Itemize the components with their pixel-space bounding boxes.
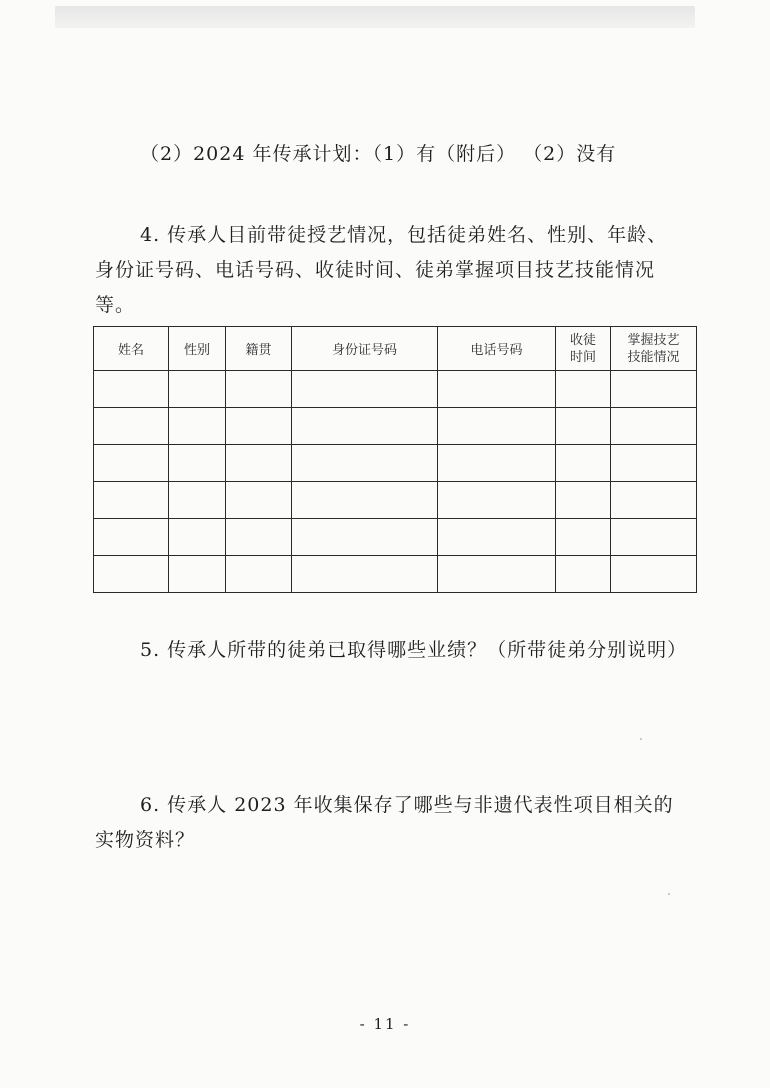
table-cell: [226, 371, 292, 408]
question-4-line-3: 等。: [95, 294, 136, 316]
header-admission-time: 收徒 时间: [556, 327, 611, 371]
table-cell: [226, 445, 292, 482]
table-cell: [226, 519, 292, 556]
table-cell: [611, 445, 697, 482]
table-cell: [292, 408, 438, 445]
table-cell: [438, 482, 556, 519]
table-cell: [611, 482, 697, 519]
table-cell: [292, 556, 438, 593]
question-4-line-2: 身份证号码、电话号码、收徒时间、徒弟掌握项目技艺技能情况: [95, 259, 656, 281]
table-cell: [556, 556, 611, 593]
table-cell: [94, 408, 169, 445]
table-cell: [292, 445, 438, 482]
table-cell: [169, 408, 226, 445]
table-header-row: [94, 327, 697, 371]
table-cell: [611, 371, 697, 408]
table-cell: [169, 519, 226, 556]
table-cell: [438, 519, 556, 556]
table-cell: [94, 482, 169, 519]
table-cell: [611, 556, 697, 593]
table-cell: [169, 556, 226, 593]
page-number: - 11 -: [359, 1015, 411, 1033]
scan-header-strip: [55, 6, 695, 28]
question-4-line-1: 4. 传承人目前带徒授艺情况，包括徒弟姓名、性别、年龄、: [140, 224, 668, 246]
table-cell: [292, 371, 438, 408]
table-cell: [438, 445, 556, 482]
table-cell: [611, 408, 697, 445]
question-4-apprentices: [95, 218, 700, 323]
question-2-plan: （2）2024 年传承计划：（1）有（附后） （2）没有: [140, 143, 617, 165]
header-phone: 电话号码: [438, 327, 556, 371]
table-cell: [292, 482, 438, 519]
table-cell: [94, 556, 169, 593]
table-cell: [438, 371, 556, 408]
apprentice-table: [93, 326, 697, 593]
table-cell: [438, 408, 556, 445]
table-cell: [556, 445, 611, 482]
scan-speck: [668, 893, 670, 895]
table-row: [94, 445, 697, 482]
table-cell: [226, 408, 292, 445]
header-id-number: 身份证号码: [292, 327, 438, 371]
table-cell: [94, 445, 169, 482]
question-6-line-1: 6. 传承人 2023 年收集保存了哪些与非遗代表性项目相关的: [140, 794, 674, 816]
table-row: [94, 482, 697, 519]
table-row: [94, 371, 697, 408]
header-skill-mastery: 掌握技艺 技能情况: [611, 327, 697, 371]
scan-speck: [640, 738, 642, 740]
table-cell: [556, 371, 611, 408]
question-5-achievements: 5. 传承人所带的徒弟已取得哪些业绩？（所带徒弟分别说明）: [140, 639, 688, 661]
table-cell: [94, 519, 169, 556]
table-row: [94, 519, 697, 556]
header-name: 姓名: [94, 327, 169, 371]
header-gender: 性别: [169, 327, 226, 371]
table-cell: [169, 482, 226, 519]
table-row: [94, 556, 697, 593]
table-cell: [438, 556, 556, 593]
table-cell: [556, 482, 611, 519]
table-cell: [556, 408, 611, 445]
table-cell: [556, 519, 611, 556]
table-row: [94, 408, 697, 445]
table-cell: [611, 519, 697, 556]
table-cell: [94, 371, 169, 408]
question-6-line-2: 实物资料？: [95, 829, 196, 851]
table-cell: [292, 519, 438, 556]
table-cell: [226, 482, 292, 519]
header-native-place: 籍贯: [226, 327, 292, 371]
question-6-materials: [95, 788, 700, 858]
table-cell: [169, 445, 226, 482]
table-cell: [169, 371, 226, 408]
table-cell: [226, 556, 292, 593]
